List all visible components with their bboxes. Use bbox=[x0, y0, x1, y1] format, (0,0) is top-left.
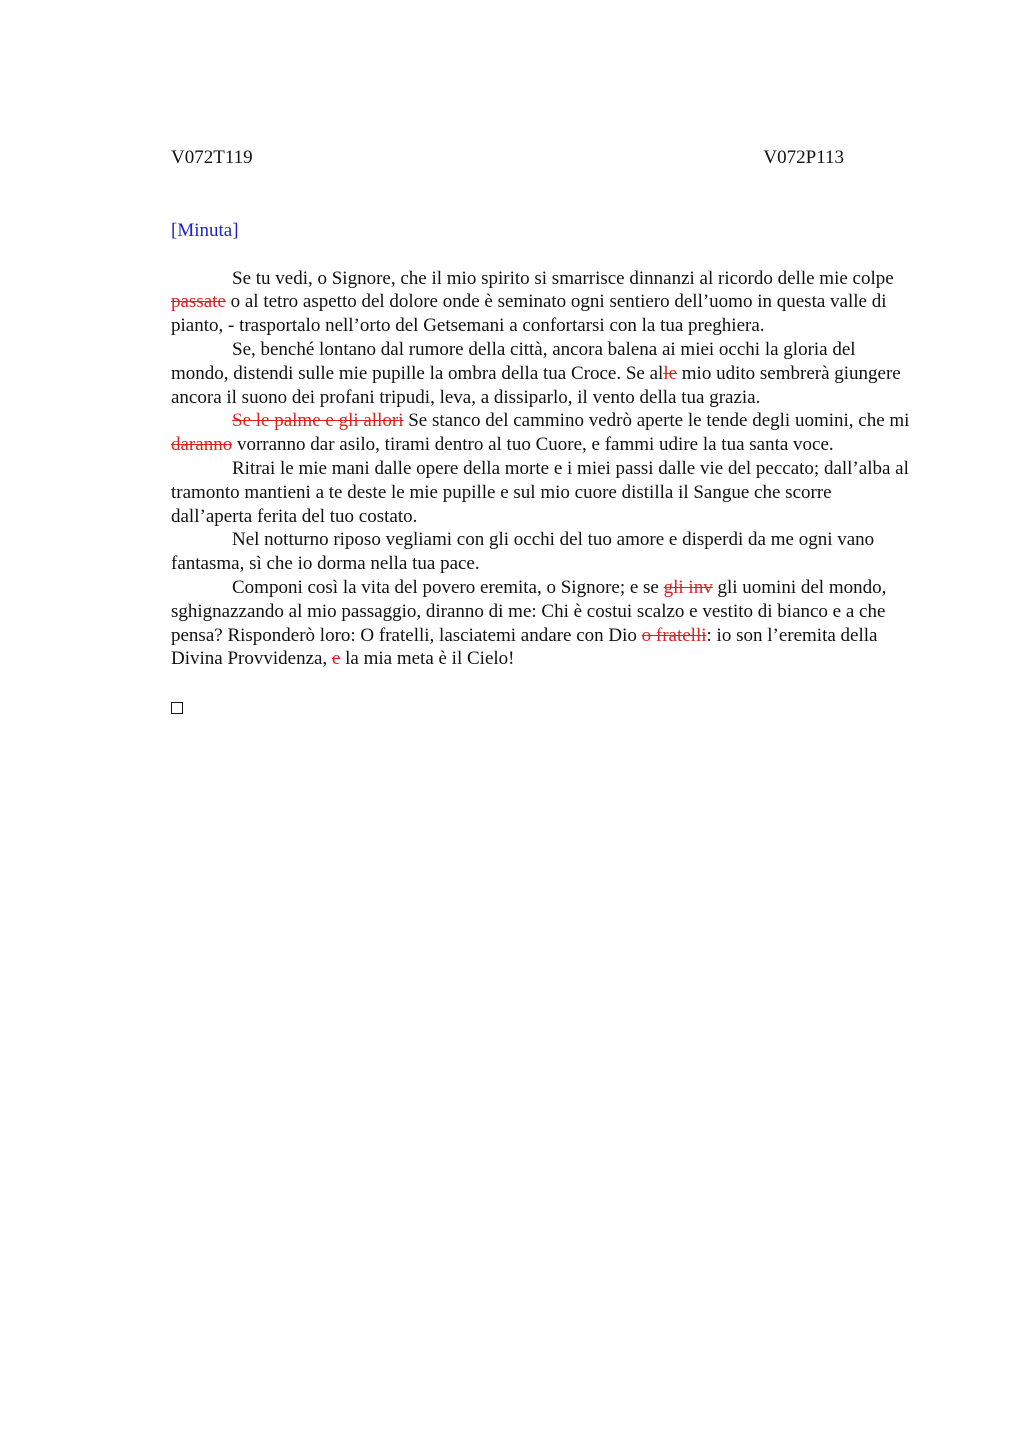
paragraph-text: Se stanco del cammino vedrò aperte le tende degli uomini, che mi bbox=[403, 410, 910, 432]
paragraph-text: gli uomini del mondo, sghignazzando al mio passaggio, diranno di me: Chi è costui scalzo e vestito di bianco e a che pensa? Risponderò loro: O fratelli, lasciatemi andare con Dio bbox=[171, 576, 887, 646]
paragraph bbox=[171, 576, 916, 671]
paragraph-text: Se, benché lontano dal rumore della città, ancora balena ai miei occhi la gloria del mondo, distendi sulle mie pupille la ombra della tua Croce. Se al bbox=[171, 338, 856, 384]
paragraph-text: Nel notturno riposo vegliami con gli occhi del tuo amore e disperdi da me ogni vano fantasma, sì che io dorma nella tua pace. bbox=[171, 529, 875, 575]
paragraph bbox=[171, 457, 916, 528]
page-header bbox=[171, 146, 844, 170]
deleted-text: Se le palme e gli allori bbox=[232, 410, 404, 432]
paragraph bbox=[171, 338, 916, 409]
paragraph-text: Ritrai le mie mani dalle opere della morte e i miei passi dalle vie del peccato; dall’alba al tramonto mantieni a te deste le mie pupille e sul mio cuore distilla il Sangue che scorre dall’aperta ferita del tuo costato. bbox=[171, 457, 909, 527]
empty-square-icon bbox=[171, 702, 183, 714]
document-body bbox=[171, 267, 916, 672]
deleted-text: gli inv bbox=[663, 576, 713, 598]
deleted-text: o fratelli bbox=[641, 624, 707, 646]
deleted-text: passate bbox=[171, 291, 226, 313]
paragraph bbox=[171, 267, 916, 338]
paragraph-text: Se tu vedi, o Signore, che il mio spirito si smarrisce dinnanzi al ricordo delle mie colpe bbox=[232, 267, 894, 289]
section-label: [Minuta] bbox=[171, 219, 239, 241]
header-left-code: V072T119 bbox=[171, 147, 253, 168]
header-right-code: V072P113 bbox=[763, 147, 844, 168]
deleted-text: e bbox=[331, 648, 341, 670]
paragraph-text: Componi così la vita del povero eremita, o Signore; e se bbox=[232, 576, 664, 598]
deleted-text: daranno bbox=[171, 434, 233, 456]
paragraph-text: mio udito sembrerà giungere ancora il suono dei profani tripudi, leva, a dissiparlo, il vento della tua grazia. bbox=[171, 362, 901, 408]
end-mark bbox=[171, 671, 916, 721]
paragraph-text: o al tetro aspetto del dolore onde è seminato ogni sentiero dell’uomo in questa valle di pianto, - trasportalo nell’orto del Getsemani a confortarsi con la tua preghiera. bbox=[171, 291, 887, 337]
paragraph-text: vorranno dar asilo, tirami dentro al tuo Cuore, e fammi udire la tua santa voce. bbox=[232, 434, 834, 456]
document-page bbox=[171, 146, 916, 721]
paragraph bbox=[171, 409, 916, 457]
paragraph-text: : io son l’eremita della Divina Provvidenza, bbox=[171, 624, 878, 670]
paragraph bbox=[171, 528, 916, 576]
deleted-text: le bbox=[663, 362, 678, 384]
paragraph-text: la mia meta è il Cielo! bbox=[340, 648, 515, 670]
